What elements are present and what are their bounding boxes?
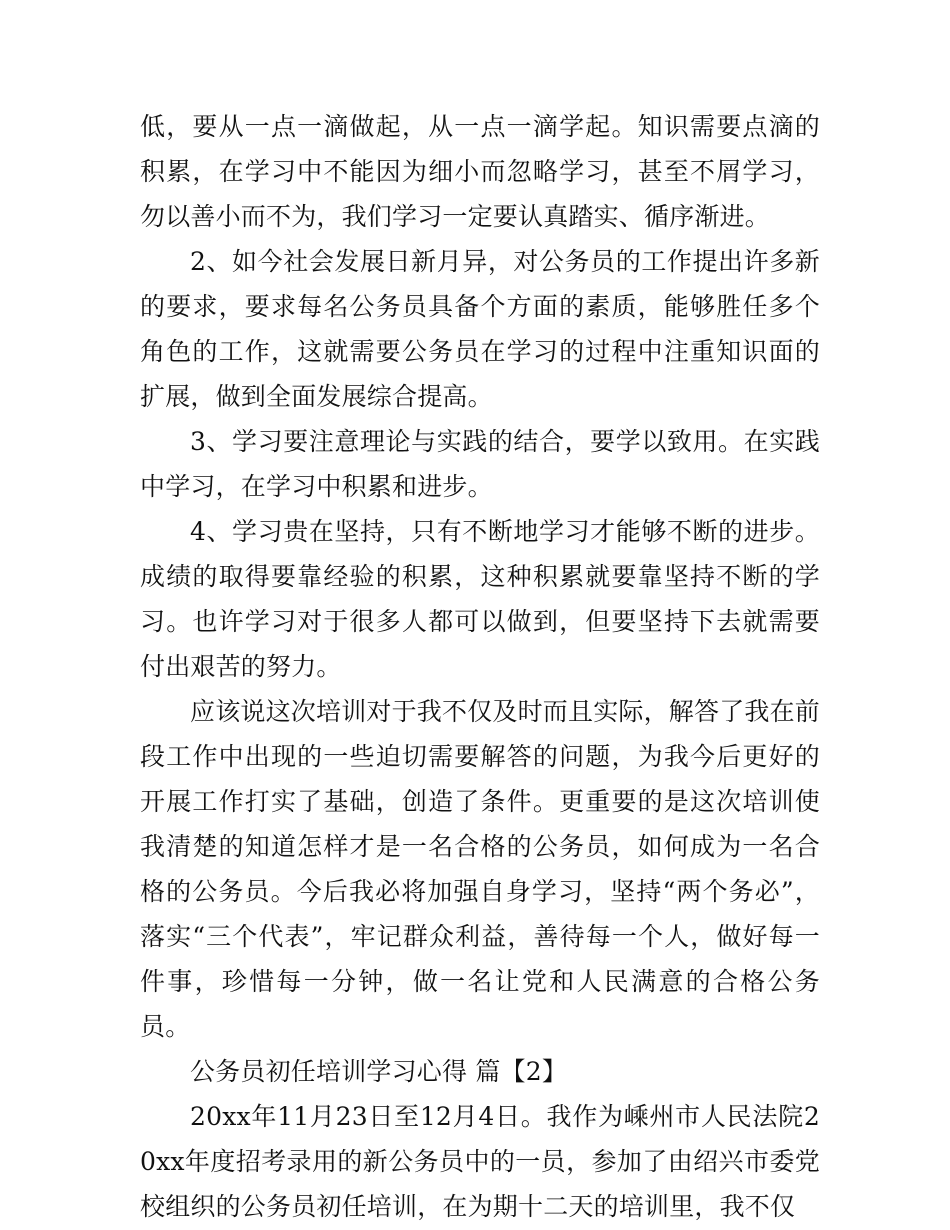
paragraph-point-2: 2、如今社会发展日新月异，对公务员的工作提出许多新的要求，要求每名公务员具备个方面的素质，能够胜任多个角色的工作，这就需要公务员在学习的过程中注重知识面的扩展，做到全面发展综合提高。 (140, 247, 820, 411)
paragraph-continuation: 低，要从一点一滴做起，从一点一滴学起。知识需要点滴的积累，在学习中不能因为细小而忽略学习，甚至不屑学习，勿以善小而不为，我们学习一定要认真踏实、循序渐进。 (140, 112, 820, 231)
paragraph-section-intro: 20xx年11月23日至12月4日。我作为嵊州市人民法院20xx年度招考录用的新公务员中的一员，参加了由绍兴市委党校组织的公务员初任培训，在为期十二天的培训里，我不仅 (140, 1102, 820, 1221)
document-page (140, 104, 820, 1229)
section-heading: 公务员初任培训学习心得 篇【2】 (190, 1057, 568, 1086)
paragraph-point-3: 3、学习要注意理论与实践的结合，要学以致用。在实践中学习，在学习中积累和进步。 (140, 427, 820, 501)
paragraph-point-4: 4、学习贵在坚持，只有不断地学习才能够不断的进步。成绩的取得要靠经验的积累，这种积累就要靠坚持不断的学习。也许学习对于很多人都可以做到，但要坚持下去就需要付出艰苦的努力。 (140, 517, 820, 681)
paragraph-conclusion: 应该说这次培训对于我不仅及时而且实际，解答了我在前段工作中出现的一些迫切需要解答的问题，为我今后更好的开展工作打实了基础，创造了条件。更重要的是这次培训使我清楚的知道怎样才是一名合格的公务员，如何成为一名合格的公务员。今后我必将加强自身学习，坚持“两个务必”，落实“三个代表”，牢记群众利益，善待每一个人，做好每一件事，珍惜每一分钟，做一名让党和人民满意的合格公务员。 (140, 697, 821, 1041)
